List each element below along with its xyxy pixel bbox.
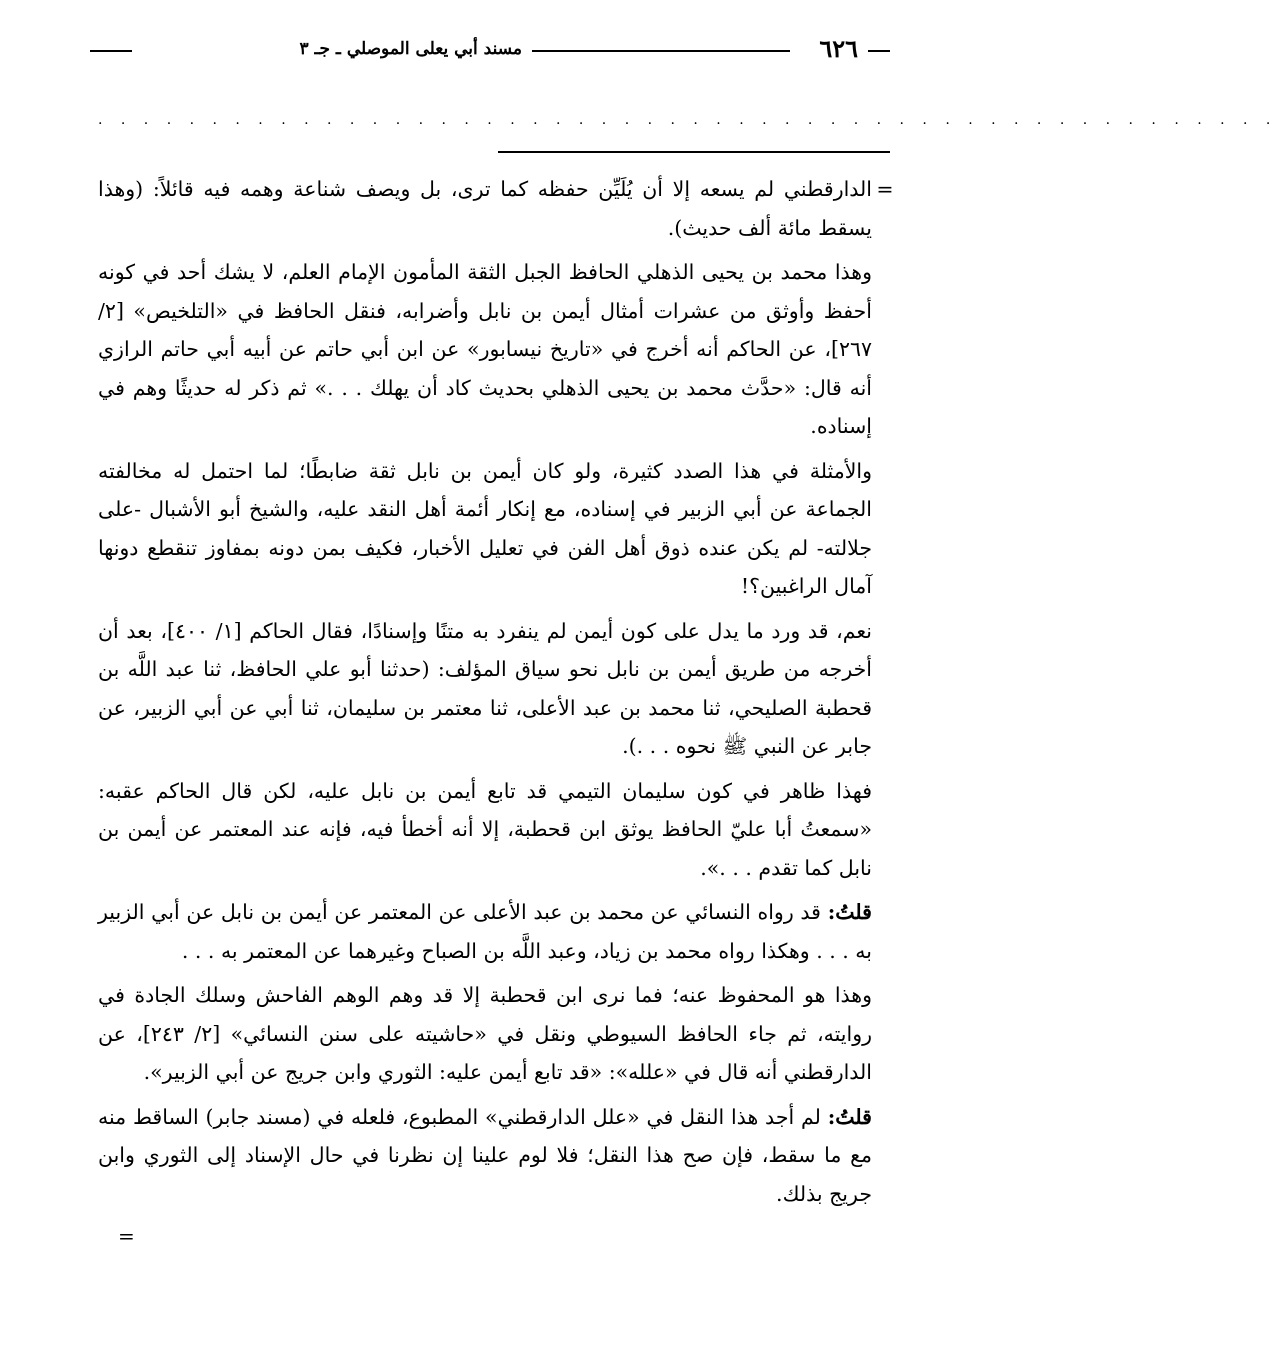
book-title: مسند أبي يعلى الموصلي ـ جـ ٣ — [299, 39, 522, 59]
continuation-mark: = — [876, 177, 894, 201]
footnote-paragraph: وهذا هو المحفوظ عنه؛ فما نرى ابن قحطبة إلا قد وهم الوهم الفاحش وسلك الجادة في روايته، ثم جاء الحافظ السيوطي ونقل في «حاشيته على سنن النسائي» [٢/ ٢٤٣]، عن الدارقطني أنه قال في «علله»: «قد تابع أيمن عليه: الثوري وابن جريج عن أبي الزبير». — [98, 983, 873, 1084]
header-rule — [532, 50, 790, 52]
paragraph-lead: قلتُ: — [827, 900, 872, 924]
footnote-paragraph — [98, 893, 872, 970]
paragraph-text: قد رواه النسائي عن محمد بن عبد الأعلى عن المعتمر عن أيمن بن نابل عن أبي الزبير به . . . وهكذا رواه محمد بن زياد، وعبد اللَّه بن الصباح وغيرهما عن المعتمر به . . . — [98, 900, 872, 963]
paragraph-lead: قلتُ: — [827, 1104, 872, 1129]
footnote-paragraph: نعم، قد ورد ما يدل على كون أيمن لم ينفرد به متنًا وإسنادًا، فقال الحاكم [١/ ٤٠٠]، بعد أن أخرجه من طريق أيمن بن نابل نحو سياق المؤلف: (حدثنا أبو علي الحافظ، ثنا عبد اللَّه بن قحطبة الصليحي، ثنا محمد بن عبد الأعلى، ثنا معتمر بن سليمان، ثنا أبي عن أبي الزبير، عن جابر عن النبي ﷺ نحوه . . .). — [98, 618, 872, 758]
footnote-paragraph: والأمثلة في هذا الصدد كثيرة، ولو كان أيمن بن نابل ثقة ضابطًا؛ لما احتمل له مخالفته الجماعة عن أبي الزبير في إسناده، مع إنكار أئمة أهل النقد عليه، والشيخ أبو الأشبال -على جلالته- لم يكن عنده ذوق أهل الفن في تعليل الأخبار، فكيف بمن دونه بمفاوز تنقطع دونها آمال الراغبين؟! — [98, 458, 872, 598]
dotted-separator: . . . . . . . . . . . . . . . . . . . . . . . . . . . . . . . . . . . . . . . . . . . . . . . . . . . . — [98, 112, 1277, 128]
footnote-paragraph: وهذا محمد بن يحيى الذهلي الحافظ الجبل الثقة المأمون الإمام العلم، لا يشك أحد في كونه أحفظ وأوثق من عشرات أمثال أيمن بن نابل وأضرابه، فنقل الحافظ في «التلخيص» [٢/ ٢٦٧]، عن الحاكم أنه أخرج في «تاريخ نيسابور» عن ابن أبي حاتم عن أبيه أبي حاتم الرازي أنه قال: «حدَّث محمد بن يحيى الذهلي بحديث كاد أن يهلك . . .» ثم ذكر له حديثًا وهم في إسناده. — [98, 260, 872, 438]
footnote-paragraph — [98, 1098, 872, 1214]
footnote-paragraph: فهذا ظاهر في كون سليمان التيمي قد تابع أيمن بن نابل عليه، لكن قال الحاكم عقبه: «سمعتُ أبا عليّ الحافظ يوثق ابن قحطبة، إلا أنه أخطأ فيه، فإنه عند المعتمر عن أيمن بن نابل كما تقدم . . .». — [98, 778, 872, 880]
footnote-body — [98, 170, 894, 1219]
running-header — [90, 36, 890, 76]
page-number: ٦٢٦ — [819, 34, 858, 63]
continuation-end-mark: = — [118, 1224, 135, 1248]
paragraph-text: لم أجد هذا النقل في «علل الدارقطني» المطبوع، فلعله في (مسند جابر) الساقط منه مع ما سقط، فإن صح هذا النقل؛ فلا لوم علينا إن نظرنا في حال الإسناد إلى الثوري وابن جريج بذلك. — [98, 1104, 872, 1206]
header-dash — [868, 50, 890, 52]
header-dash-end — [90, 50, 132, 52]
footnote-paragraph: الدارقطني لم يسعه إلا أن يُلَيِّن حفظه كما ترى، بل ويصف شناعة وهمه فيه قائلاً: (وهذا يسقط مائة ألف حديث). — [98, 177, 872, 240]
footnote-rule — [498, 151, 890, 153]
